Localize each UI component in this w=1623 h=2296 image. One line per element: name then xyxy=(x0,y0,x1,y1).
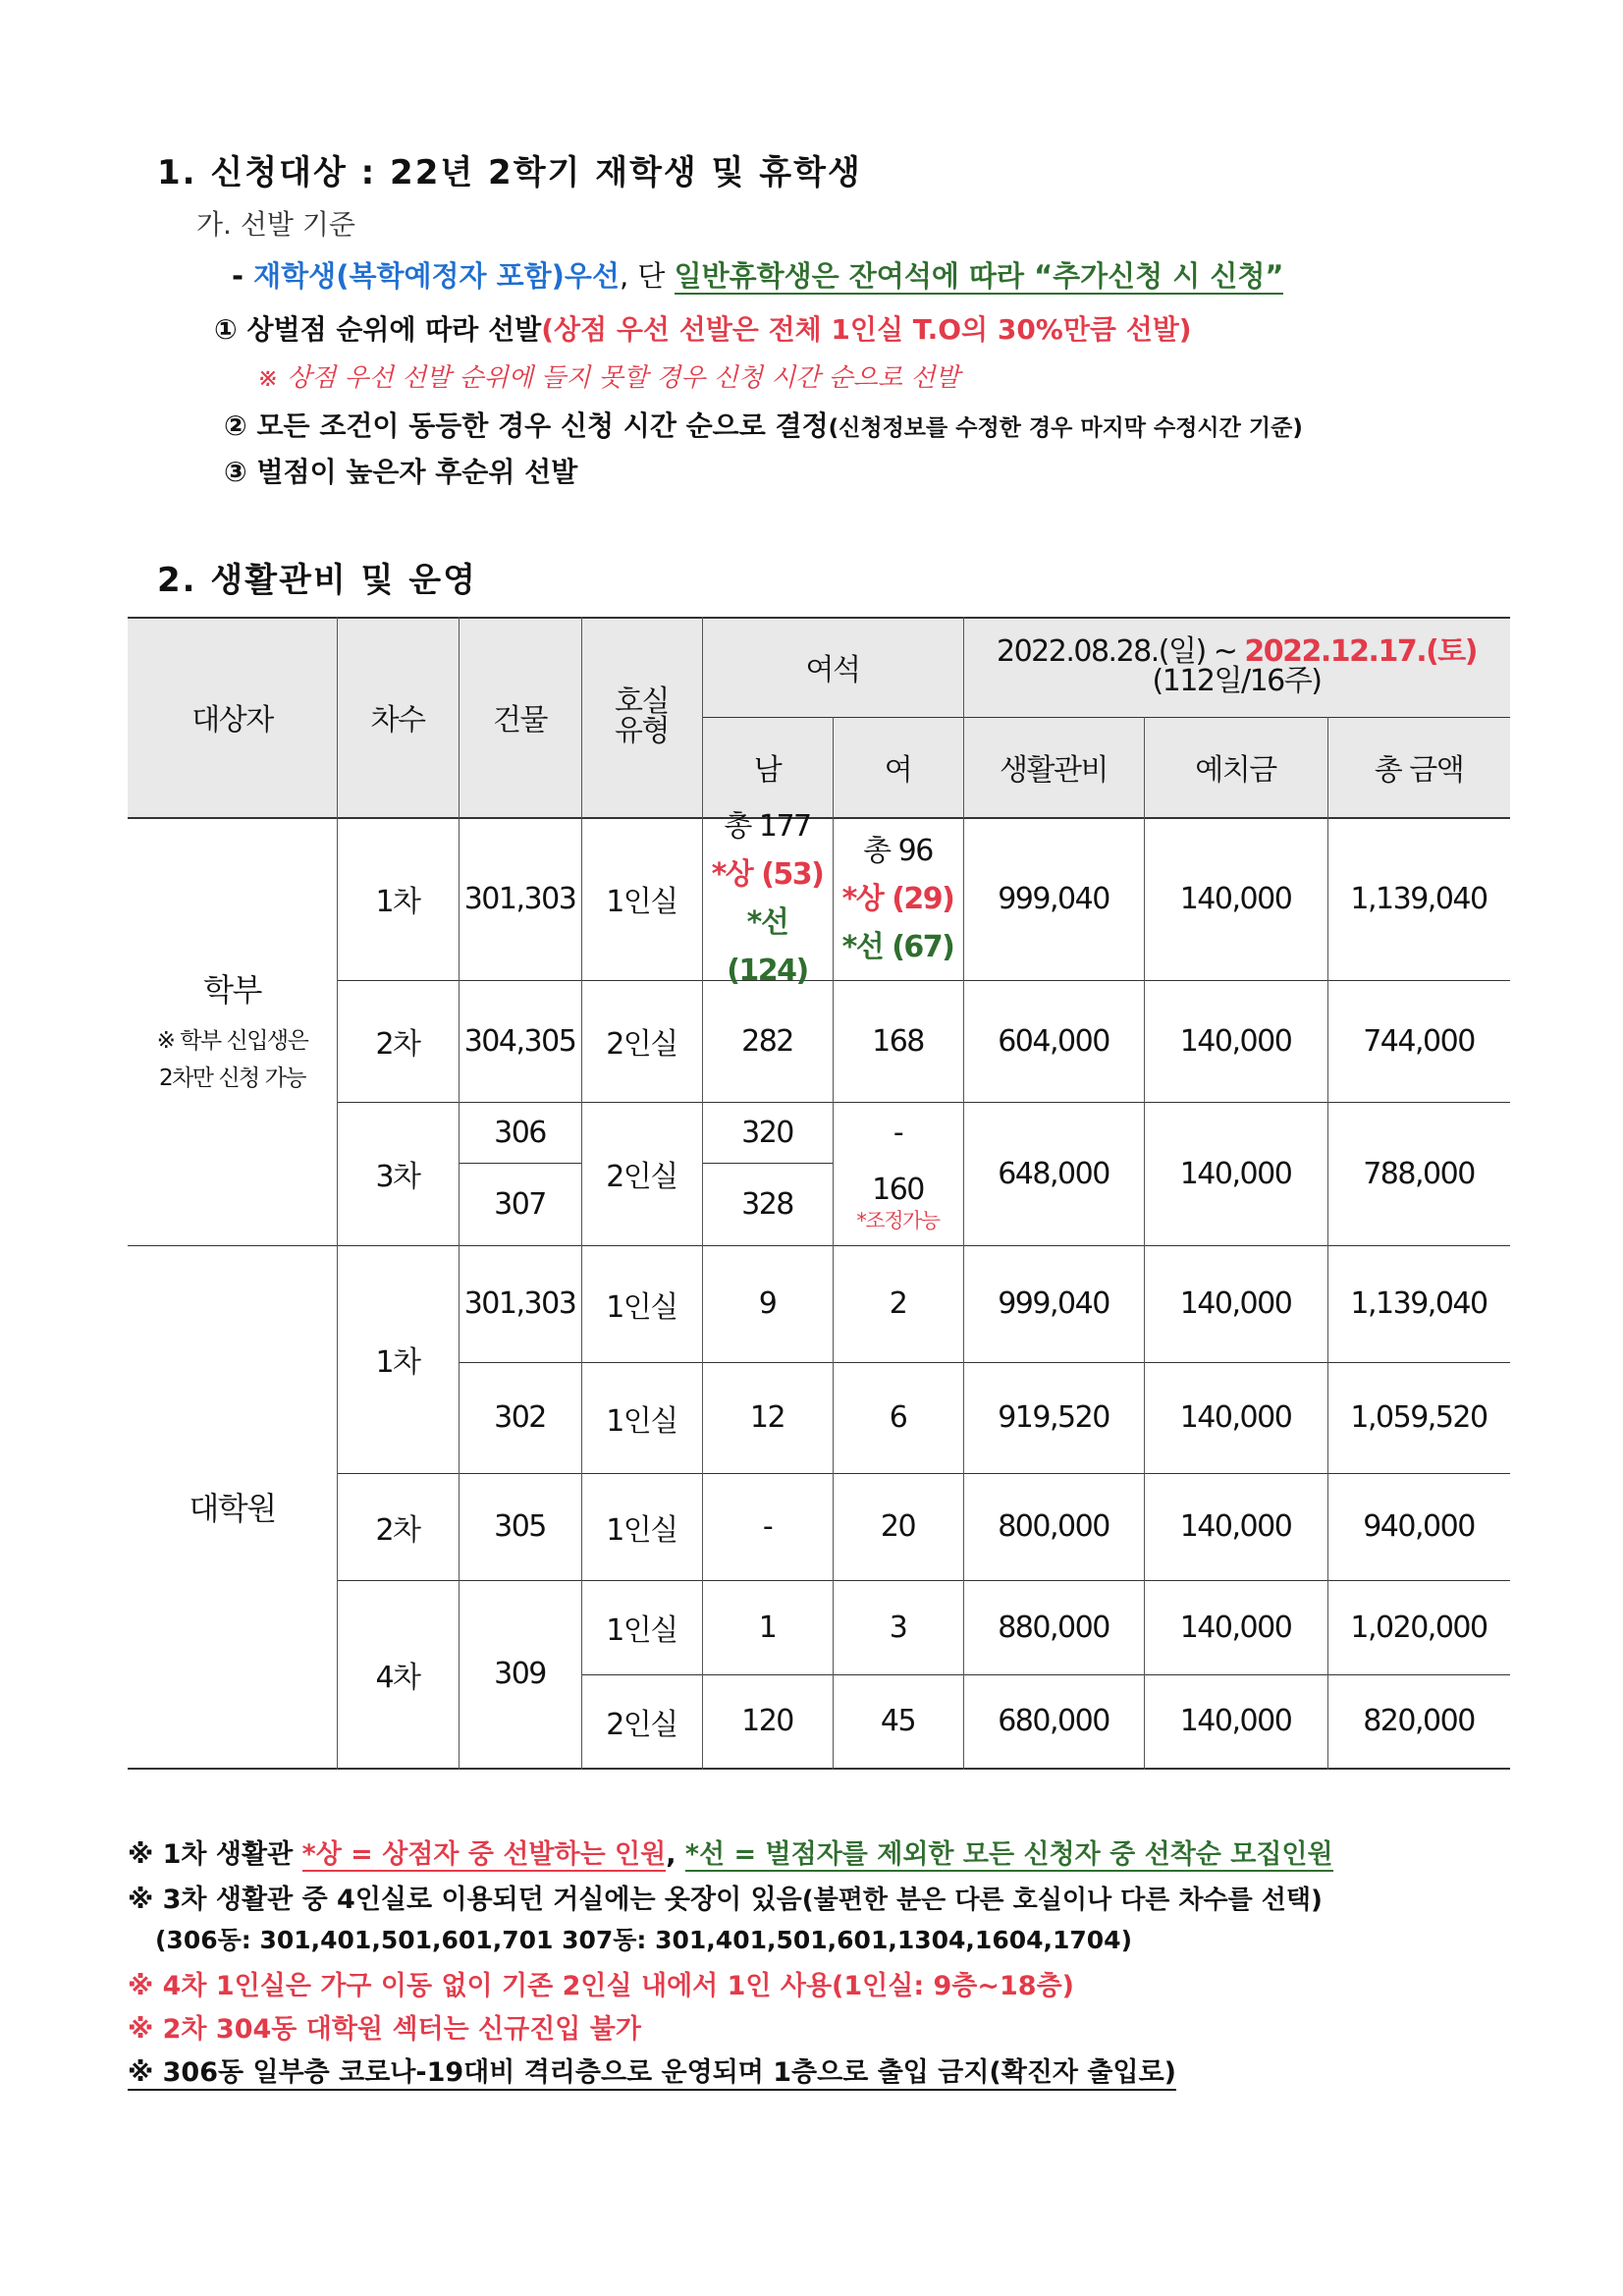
gr-r4a-room: 1인실 xyxy=(606,1613,677,1648)
ug-r2-round: 2차 xyxy=(375,1027,420,1062)
ug-r3-male-306: 320 xyxy=(741,1115,793,1150)
gr-r2-building: 305 xyxy=(494,1509,546,1544)
gr-r1-round: 1차 xyxy=(375,1345,420,1380)
gr-r1b-total: 1,059,520 xyxy=(1350,1400,1488,1435)
note-1-sun: *선 = 벌점자를 제외한 모든 신청자 중 선착순 모집인원 xyxy=(684,1839,1333,1870)
gr-r4a-deposit: 140,000 xyxy=(1179,1610,1292,1645)
gr-r1a-building: 301,303 xyxy=(463,1286,576,1321)
gr-r4-building: 309 xyxy=(494,1657,546,1691)
period-start: 2022.08.28.(일) ~ xyxy=(997,634,1245,669)
criteria-item-3 xyxy=(224,451,577,490)
criteria-item-1 xyxy=(214,308,1192,348)
gr-r2-deposit: 140,000 xyxy=(1179,1509,1292,1544)
gr-r1a-total: 1,139,040 xyxy=(1350,1286,1488,1321)
gr-r1a-deposit: 140,000 xyxy=(1179,1286,1292,1321)
ug-r1-male xyxy=(702,809,833,988)
header-building: 건물 xyxy=(493,703,547,738)
note-2-continuation: (306동: 301,401,501,601,701 307동: 301,401,501,601,1304,1604,1704) xyxy=(155,1926,1133,1954)
gr-r2-male: - xyxy=(762,1509,773,1544)
note-2-paren: (불편한 분은 다른 호실이나 다른 차수를 선택) xyxy=(801,1886,1323,1915)
gr-r1b-fee: 919,520 xyxy=(998,1400,1109,1435)
bullet-sep: , 단 xyxy=(619,259,675,293)
gr-r1b-building: 302 xyxy=(494,1400,546,1435)
item3-text: 벌점이 높은자 후순위 선발 xyxy=(256,456,578,488)
note-4: ※ 2차 304동 대학원 섹터는 신규진입 불가 xyxy=(128,2014,641,2045)
bullet-dash: - xyxy=(232,259,244,293)
header-deposit: 예치금 xyxy=(1195,753,1276,788)
gr-r2-room: 1인실 xyxy=(606,1512,677,1548)
ug-r1-total: 1,139,040 xyxy=(1350,881,1488,916)
ug-r1-female-sun: *선 (67) xyxy=(841,929,954,964)
note-2-text: ※ 3차 생활관 중 4인실로 이용되던 거실에는 옷장이 있음 xyxy=(128,1885,802,1915)
item1-text: 상벌점 순위에 따라 선발 xyxy=(246,313,542,346)
ug-r3-female-307 xyxy=(833,1163,963,1245)
ug-r1-building: 301,303 xyxy=(463,881,576,916)
selection-criteria-label: 가. 선발 기준 xyxy=(196,208,355,241)
ug-r3-male-307: 328 xyxy=(741,1186,793,1222)
item1-number: ① xyxy=(214,313,238,346)
header-female: 여 xyxy=(884,753,912,788)
item1-red: (상점 우선 선발은 전체 1인실 T.O의 30%만큼 선발) xyxy=(541,313,1192,346)
header-period xyxy=(963,617,1510,717)
header-target: 대상자 xyxy=(191,703,273,738)
ug-r3-female-307-value: 160 xyxy=(872,1173,924,1207)
ug-r2-female: 168 xyxy=(872,1023,924,1059)
section1-heading: 1. 신청대상 : 22년 2학기 재학생 및 휴학생 xyxy=(157,153,862,192)
gr-r4a-female: 3 xyxy=(889,1610,907,1645)
item2-small: (신청정보를 수정한 경우 마지막 수정시간 기준) xyxy=(828,415,1303,441)
ug-r1-round: 1차 xyxy=(375,885,420,919)
header-male: 남 xyxy=(753,753,782,788)
gr-r4b-male: 120 xyxy=(741,1704,793,1738)
item2-text: 모든 조건이 동등한 경우 신청 시간 순으로 결정 xyxy=(256,410,829,442)
ug-r1-deposit: 140,000 xyxy=(1179,881,1292,916)
ug-r3-female-note: *조정가능 xyxy=(856,1209,940,1232)
period-dates xyxy=(997,634,1477,669)
header-vacancy: 여석 xyxy=(805,653,860,687)
gr-r4a-male: 1 xyxy=(758,1610,777,1645)
ug-r3-female-306: - xyxy=(893,1115,903,1150)
gr-r1a-fee: 999,040 xyxy=(998,1286,1109,1321)
ug-r1-fee: 999,040 xyxy=(998,881,1109,916)
section2-heading: 2. 생활관비 및 운영 xyxy=(157,561,477,600)
bullet-general-leave: 일반휴학생은 잔여석에 따라 “추가신청 시 신청” xyxy=(674,259,1284,293)
item3-number: ③ xyxy=(224,456,247,488)
ug-r2-male: 282 xyxy=(741,1023,793,1059)
ug-r2-deposit: 140,000 xyxy=(1179,1023,1292,1059)
ug-r1-female-sang: *상 (29) xyxy=(841,881,954,916)
ug-r1-male-sun: *선 (124) xyxy=(727,905,808,988)
fee-table xyxy=(128,617,1510,1770)
note-1-sep: , xyxy=(666,1839,685,1870)
header-living-fee: 생활관비 xyxy=(1000,753,1108,788)
bullet-priority: 재학생(복학예정자 포함)우선 xyxy=(253,259,620,293)
ug-r1-male-total: 총 177 xyxy=(724,809,811,844)
ug-r3-room: 2인실 xyxy=(606,1160,677,1194)
rule xyxy=(128,1768,1510,1770)
gr-r1b-male: 12 xyxy=(749,1400,785,1435)
note-5: ※ 306동 일부층 코로나-19대비 격리층으로 운영되며 1층으로 출입 금지(확진자 출입로) xyxy=(128,2050,1176,2091)
gr-r2-fee: 800,000 xyxy=(998,1509,1109,1544)
item1-note: ※ 상점 우선 선발 순위에 들지 못할 경우 신청 시간 순으로 선발 xyxy=(257,363,960,393)
ug-r1-room: 1인실 xyxy=(606,885,677,919)
note-1 xyxy=(128,1832,1333,1871)
gr-r4b-fee: 680,000 xyxy=(998,1704,1109,1738)
gr-r4b-room: 2인실 xyxy=(606,1707,677,1742)
ug-r3-building-307: 307 xyxy=(494,1186,546,1222)
period-duration: (112일/16주) xyxy=(1152,664,1322,698)
ug-r3-building-306: 306 xyxy=(494,1115,546,1150)
gr-r4b-total: 820,000 xyxy=(1363,1704,1475,1738)
gr-r1b-deposit: 140,000 xyxy=(1179,1400,1292,1435)
gr-r4b-deposit: 140,000 xyxy=(1179,1704,1292,1738)
ug-r2-room: 2인실 xyxy=(606,1027,677,1062)
note-1-sang: *상 = 상점자 중 선발하는 인원 xyxy=(301,1839,667,1870)
gr-r1a-female: 2 xyxy=(889,1286,907,1321)
ug-r2-building: 304,305 xyxy=(463,1023,576,1059)
ug-r1-male-sang: *상 (53) xyxy=(711,857,824,892)
ug-r3-total: 788,000 xyxy=(1363,1156,1475,1191)
ug-r1-female xyxy=(833,817,963,980)
criteria-item-2 xyxy=(224,405,1303,444)
gr-r4a-fee: 880,000 xyxy=(998,1610,1109,1645)
ug-r3-round: 3차 xyxy=(375,1160,420,1194)
undergrad-label: 학부 xyxy=(203,970,261,1009)
gr-r2-round: 2차 xyxy=(375,1512,420,1548)
gr-r1b-female: 6 xyxy=(889,1400,907,1435)
gr-r1a-male: 9 xyxy=(758,1286,777,1321)
gr-r4b-female: 45 xyxy=(880,1704,916,1738)
note-3: ※ 4차 1인실은 가구 이동 없이 기존 2인실 내에서 1인 사용(1인실: 9층~18층) xyxy=(128,1971,1075,2001)
gr-r1a-room: 1인실 xyxy=(606,1289,677,1325)
note-1-prefix: ※ 1차 생활관 xyxy=(128,1839,302,1870)
ug-r2-total: 744,000 xyxy=(1363,1023,1475,1059)
ug-r3-deposit: 140,000 xyxy=(1179,1156,1292,1191)
item2-number: ② xyxy=(224,410,247,442)
gr-r4-round: 4차 xyxy=(375,1660,420,1695)
period-end: 2022.12.17.(토) xyxy=(1244,634,1477,669)
ug-r3-fee: 648,000 xyxy=(998,1156,1109,1191)
gr-r2-total: 940,000 xyxy=(1363,1509,1475,1544)
gr-r2-female: 20 xyxy=(880,1509,916,1544)
undergrad-note: ※ 학부 신입생은 2차만 신청 가능 xyxy=(156,1027,308,1091)
header-round: 차수 xyxy=(370,703,425,738)
note-2 xyxy=(128,1878,1323,1916)
gr-r4a-total: 1,020,000 xyxy=(1350,1610,1488,1645)
header-total: 총 금액 xyxy=(1374,753,1464,788)
ug-r1-female-total: 총 96 xyxy=(863,833,933,868)
criteria-bullet xyxy=(232,254,1283,295)
gr-r1b-room: 1인실 xyxy=(606,1403,677,1439)
header-room-type: 호실 유형 xyxy=(615,684,669,748)
ug-r2-fee: 604,000 xyxy=(998,1023,1109,1059)
grad-label: 대학원 xyxy=(189,1490,276,1527)
undergrad-group xyxy=(128,817,337,1245)
